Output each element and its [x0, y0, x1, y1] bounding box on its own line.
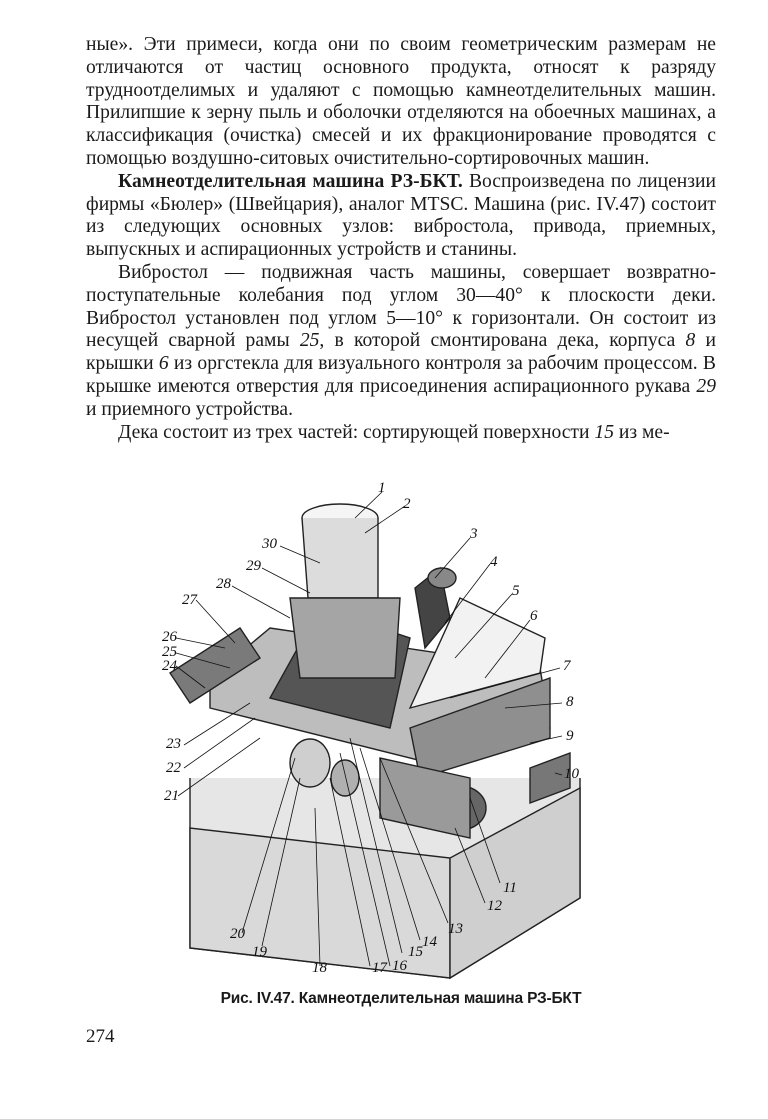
p3-part-c: и крышки — [86, 330, 716, 375]
callout-27: 27 — [182, 592, 197, 608]
callout-30: 30 — [262, 536, 277, 552]
paragraph-2 — [86, 171, 716, 262]
callout-8: 8 — [566, 694, 574, 710]
aspiration-hood — [290, 598, 400, 678]
machine-figure — [150, 478, 610, 988]
gauge — [331, 760, 359, 796]
p4-part-b: из ме- — [613, 421, 670, 443]
callout-11: 11 — [503, 880, 517, 896]
callout-5: 5 — [512, 583, 520, 599]
callout-2: 2 — [403, 496, 411, 512]
callout-20: 20 — [230, 926, 245, 942]
figure-caption: Рис. IV.47. Камнеотделительная машина РЗ-БКТ — [220, 990, 582, 1007]
paragraph-4 — [86, 422, 716, 445]
p3-part-d: из оргстекла для визуального контроля за рабочим процессом. В крышке имеются отверстия для присоединения аспирационного рукава — [86, 353, 716, 397]
callout-12: 12 — [487, 898, 502, 914]
callout-23: 23 — [166, 736, 181, 752]
ref-15: 15 — [594, 421, 614, 443]
callout-15: 15 — [408, 944, 423, 960]
callout-14: 14 — [422, 934, 437, 950]
paragraph-1: ные». Эти примеси, когда они по своим геометрическим размерам не отличаются от частиц основного продукта, относят к разряду трудноотделимых и удаляют с помощью камнеотделительных машин. Прилипшие к зерну пыль и оболочки отделяются на обоечных машинах, а классификация (очистка) смесей и их фракционирование проводятся с помощью воздушно-ситовых очистительно-сортировочных машин. — [86, 34, 716, 169]
callout-7: 7 — [563, 658, 571, 674]
p3-part-e: и приемного устройства. — [86, 398, 293, 420]
p3-part-a: Вибростол — подвижная часть машины, совершает возвратно-поступательные колебания под углом 30—40° к плоскости деки. Вибростол установлен под углом 5—10° к горизонтали. Он состоит из несущей сварной рамы — [86, 261, 716, 352]
callout-1: 1 — [378, 480, 386, 496]
callout-25: 25 — [162, 644, 177, 660]
intake-pipe — [302, 518, 378, 598]
callout-29: 29 — [246, 558, 261, 574]
ref-6: 6 — [158, 353, 169, 375]
eccentric-wheel — [290, 739, 330, 787]
section-heading: Камнеотделительная машина РЗ-БКТ. — [118, 170, 463, 192]
ref-8: 8 — [685, 330, 696, 352]
motor-cap — [428, 568, 456, 588]
machine-drawing — [150, 478, 610, 988]
machine-illustration — [170, 504, 580, 978]
p4-part-a: Дека состоит из трех частей: сортирующей поверхности — [118, 421, 595, 443]
callout-9: 9 — [566, 728, 574, 744]
callout-6: 6 — [530, 608, 538, 624]
callout-18: 18 — [312, 960, 327, 976]
callout-21: 21 — [164, 788, 179, 804]
callout-17: 17 — [372, 960, 387, 976]
ref-25: 25 — [299, 330, 320, 352]
callout-19: 19 — [252, 944, 267, 960]
page-number: 274 — [86, 1026, 115, 1047]
paragraph-3 — [86, 262, 716, 422]
body-text — [86, 34, 716, 444]
callout-4: 4 — [490, 554, 498, 570]
callout-28: 28 — [216, 576, 231, 592]
callout-10: 10 — [564, 766, 579, 782]
callout-24: 24 — [162, 658, 177, 674]
callout-22: 22 — [166, 760, 181, 776]
callout-13: 13 — [448, 921, 463, 937]
paragraph-2-text: Воспроизведена по лицензии фирмы «Бюлер» (Швейцария), аналог MTSC. Машина (рис. IV.47) состоит из следующих основных узлов: вибростола, привода, приемных, выпускных и аспирационных устройств и станины. — [86, 170, 716, 261]
callout-3: 3 — [470, 526, 478, 542]
callout-16: 16 — [392, 958, 407, 974]
ref-29: 29 — [696, 375, 716, 397]
callout-26: 26 — [162, 629, 177, 645]
p3-part-b: , в которой смонтирована дека, корпуса — [319, 330, 686, 352]
